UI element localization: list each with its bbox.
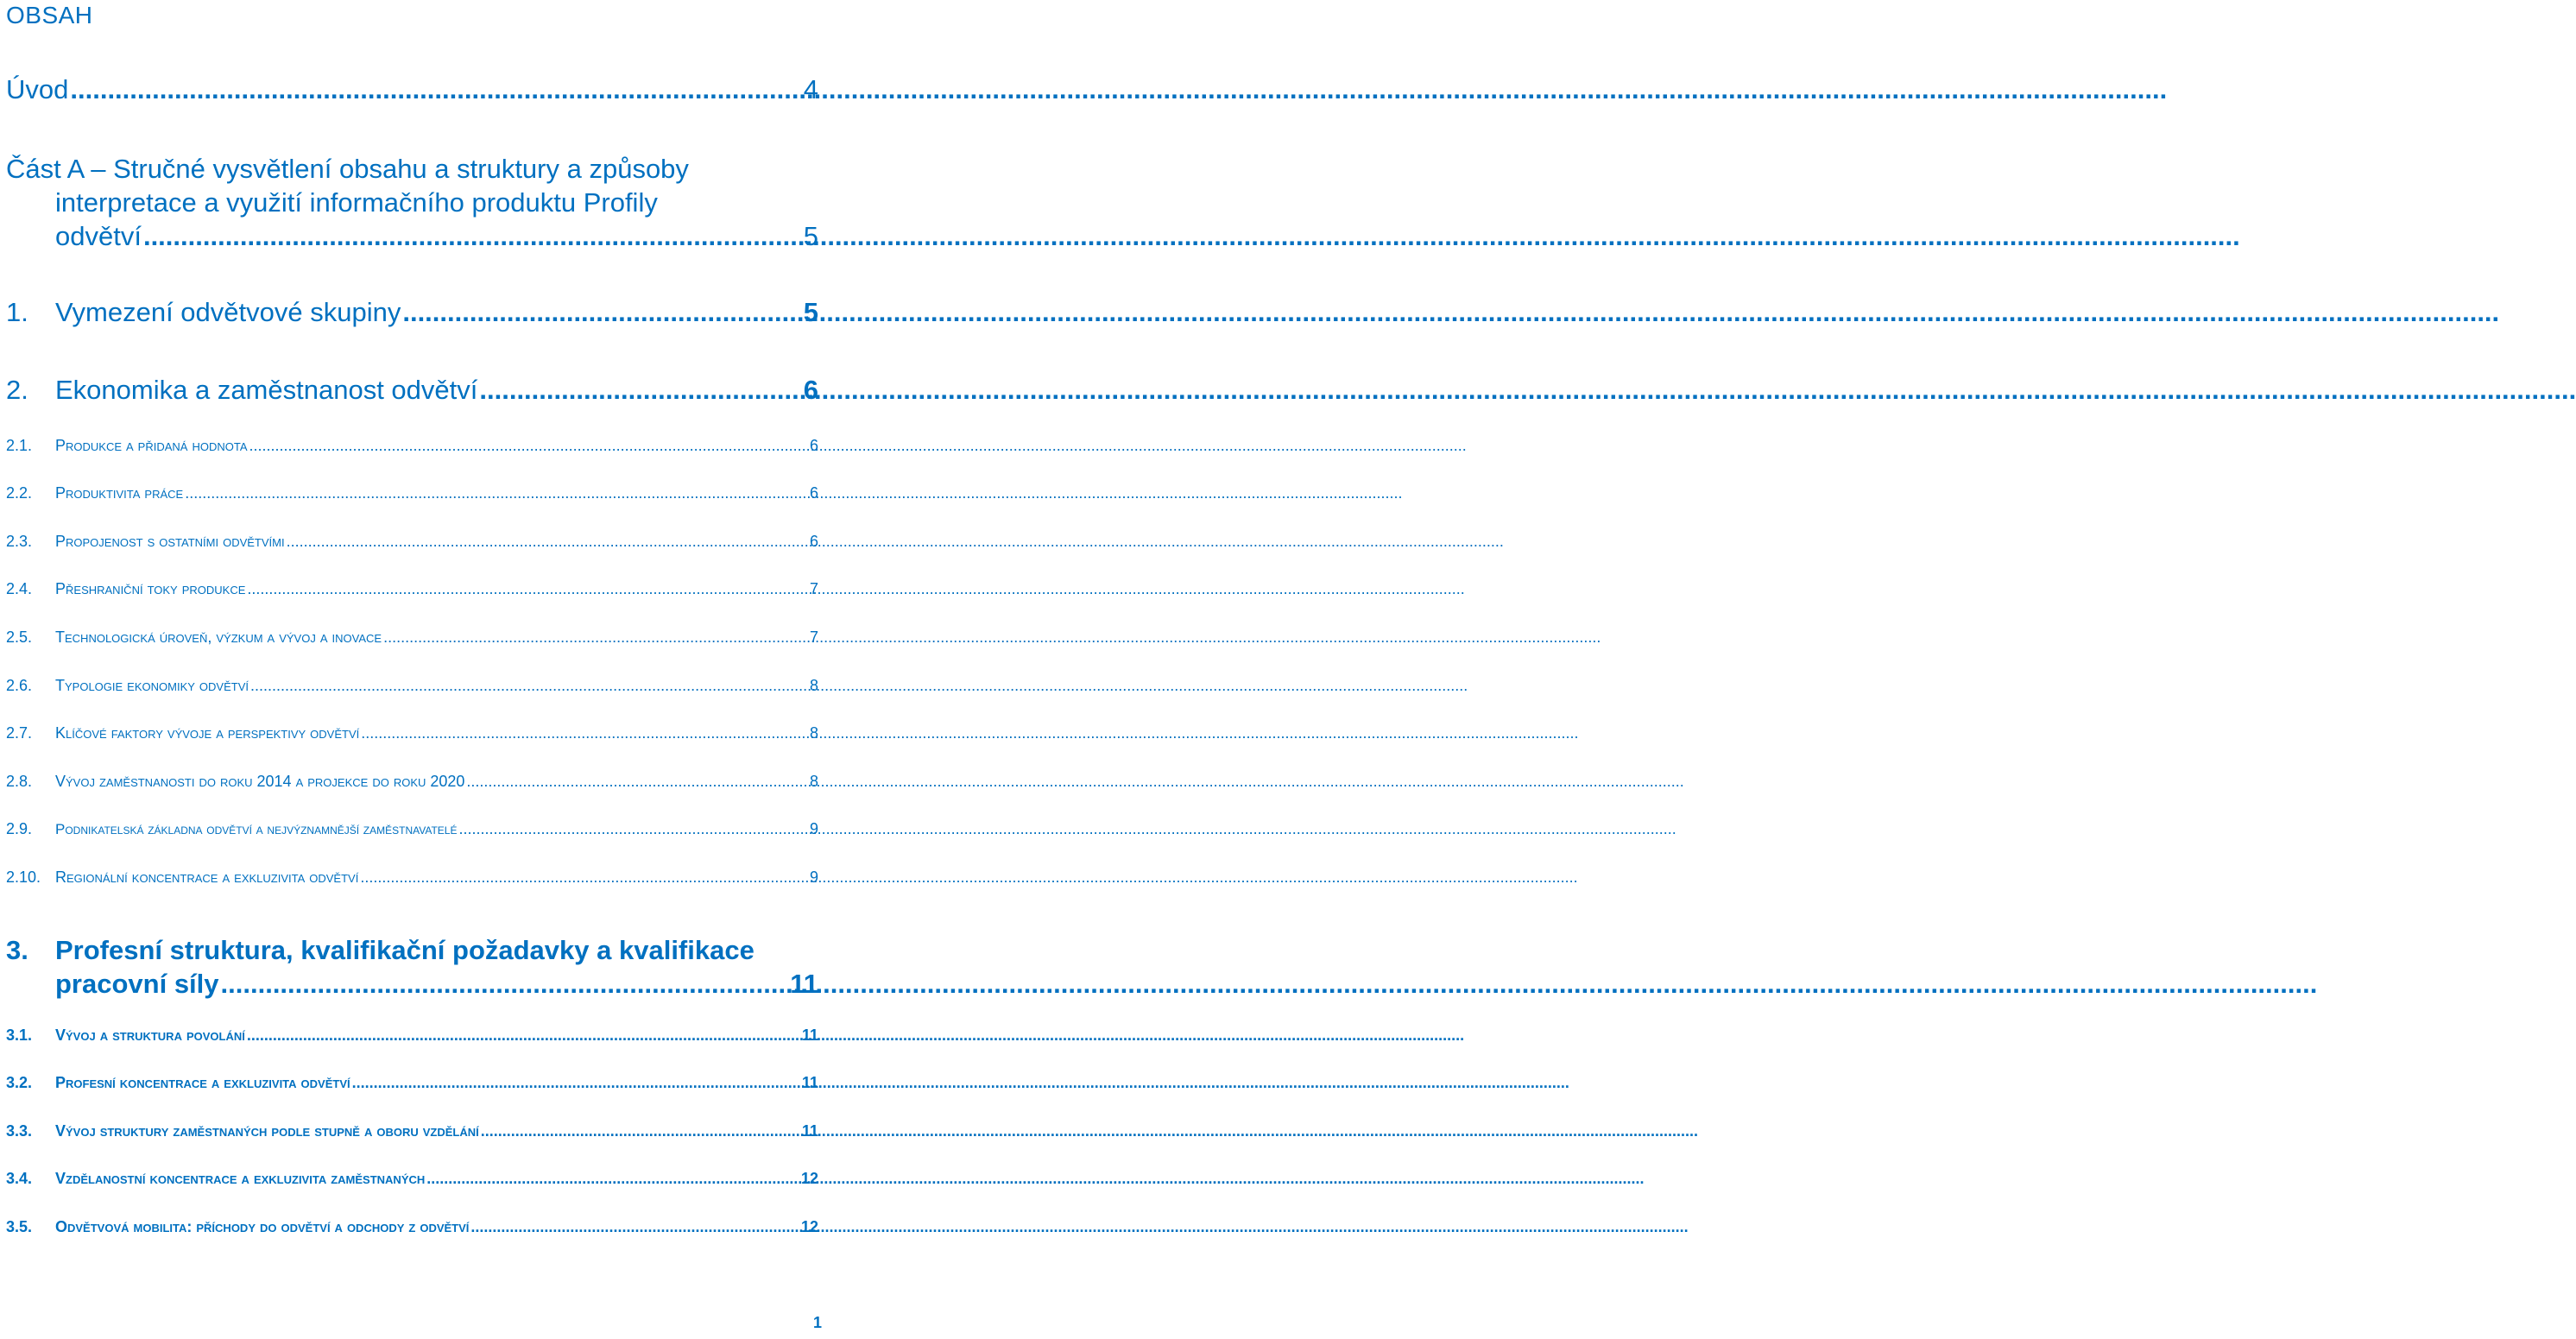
toc-entry-part-a[interactable] xyxy=(6,152,818,253)
dot-leader xyxy=(426,1170,799,1188)
dot-leader xyxy=(70,74,801,105)
toc-page-number: 12 xyxy=(800,1170,818,1187)
dot-leader xyxy=(221,967,789,1001)
toc-entry-text-line1: Profesní struktura, kvalifikační požadavky a kvalifikace xyxy=(55,935,754,965)
dot-leader xyxy=(466,773,808,791)
toc-entry-text: Produkce a přidaná hodnota xyxy=(55,437,248,454)
toc-entry-number: 2.7. xyxy=(6,724,33,742)
toc-subentry[interactable] xyxy=(6,484,818,502)
toc-entry-text: Regionální koncentrace a exkluzivita odvětví xyxy=(55,868,359,886)
toc-entry-text: Ekonomika a zaměstnanost odvětví xyxy=(55,375,478,405)
toc-entry-text: Vzdělanostní koncentrace a exkluzivita zaměstnaných xyxy=(55,1170,426,1187)
toc-entry-text-line2: pracovní síly xyxy=(55,969,219,999)
toc-subentry[interactable] xyxy=(6,628,818,647)
toc-entry-text: Technologická úroveň, výzkum a vývoj a inovace xyxy=(55,628,382,646)
toc-page-number: 8 xyxy=(809,677,818,694)
toc-entry-text-line2: interpretace a využití informačního produktu Profily xyxy=(55,187,658,218)
toc-entry-number: 2. xyxy=(6,375,28,405)
toc-entry-text: Odvětvová mobilita: příchody do odvětví a odchody z odvětví xyxy=(55,1218,470,1235)
dot-leader xyxy=(360,868,808,887)
toc-entry-number: 2.6. xyxy=(6,677,33,694)
dot-leader xyxy=(481,1122,800,1140)
toc-subentry[interactable] xyxy=(6,1218,818,1236)
dot-leader xyxy=(402,297,801,328)
toc-entry-section-1[interactable] xyxy=(6,297,818,328)
toc-subentry[interactable] xyxy=(6,533,818,551)
toc-entry-number: 2.2. xyxy=(6,484,33,502)
toc-entry-number: 2.10. xyxy=(6,868,41,886)
toc-entry-text-line3: odvětví xyxy=(55,221,142,251)
toc-page-number: 8 xyxy=(809,773,818,790)
toc-entry-section-2[interactable] xyxy=(6,375,818,406)
toc-page-number: 11 xyxy=(801,1122,818,1140)
toc-entry-number: 3. xyxy=(6,935,28,965)
toc-entry-text: Klíčové faktory vývoje a perspektivy odvětví xyxy=(55,724,360,742)
dot-leader xyxy=(247,1026,800,1045)
toc-entry-section-3[interactable] xyxy=(6,933,818,1001)
footer-page-number: 1 xyxy=(812,1314,822,1331)
toc-entry-number: 2.8. xyxy=(6,773,33,790)
toc-entry-text: Podnikatelská základna odvětví a nejvýznamnější zaměstnavatelé xyxy=(55,821,458,837)
toc-page-number: 5 xyxy=(803,221,818,251)
toc-subentry[interactable] xyxy=(6,1170,818,1188)
toc-page-number: 6 xyxy=(803,375,818,405)
toc-entry-text: Produktivita práce xyxy=(55,484,184,502)
toc-page-number: 9 xyxy=(809,868,818,886)
toc-page-number: 5 xyxy=(803,297,818,327)
toc-page-number: 7 xyxy=(809,628,818,646)
toc-subentry[interactable] xyxy=(6,724,818,742)
toc-page-number: 9 xyxy=(809,820,818,837)
dot-leader xyxy=(352,1074,800,1092)
dot-leader xyxy=(185,484,808,502)
toc-subentry[interactable] xyxy=(6,1026,818,1045)
toc-entry-text: Profesní koncentrace a exkluzivita odvětví xyxy=(55,1074,350,1091)
toc-entry-number: 3.4. xyxy=(6,1170,33,1187)
toc-heading: OBSAH xyxy=(6,2,93,28)
dot-leader xyxy=(247,580,808,598)
toc-entry-text: Vymezení odvětvové skupiny xyxy=(55,297,401,327)
dot-leader xyxy=(143,219,802,253)
dot-leader xyxy=(479,375,801,406)
toc-entry-number: 2.3. xyxy=(6,533,33,550)
toc-entry-number: 3.2. xyxy=(6,1074,33,1091)
dot-leader xyxy=(250,677,808,695)
toc-entry-number: 3.3. xyxy=(6,1122,33,1140)
toc-entry-number: 2.1. xyxy=(6,437,33,454)
dot-leader xyxy=(470,1218,799,1236)
toc-page-number: 6 xyxy=(809,484,818,502)
toc-subentry[interactable] xyxy=(6,773,818,791)
toc-subentry[interactable] xyxy=(6,437,818,455)
dot-leader xyxy=(249,437,808,455)
toc-entry-number: 3.5. xyxy=(6,1218,33,1235)
dot-leader xyxy=(383,628,808,647)
toc-entry-text: Úvod xyxy=(6,74,69,104)
toc-subentry[interactable] xyxy=(6,580,818,598)
toc-page-number: 6 xyxy=(809,533,818,550)
toc-entry-text: Vývoj struktury zaměstnaných podle stupně a oboru vzdělání xyxy=(55,1122,479,1140)
toc-subentry[interactable] xyxy=(6,820,818,838)
toc-entry-number: 1. xyxy=(6,297,28,327)
toc-page-number: 8 xyxy=(809,724,818,742)
toc-entry-intro[interactable] xyxy=(6,74,818,105)
toc-entry-text: Vývoj a struktura povolání xyxy=(55,1026,245,1044)
toc-page-number: 4 xyxy=(803,74,818,104)
toc-page-number: 11 xyxy=(790,969,818,999)
toc-page-number: 11 xyxy=(801,1026,818,1044)
toc-page-number: 7 xyxy=(809,580,818,597)
dot-leader xyxy=(287,533,808,551)
toc-subentry[interactable] xyxy=(6,1074,818,1092)
toc-entry-number: 2.9. xyxy=(6,820,33,837)
toc-entry-text-line1: Část A – Stručné vysvětlení obsahu a struktury a způsoby xyxy=(6,154,689,184)
toc-entry-text: Vývoj zaměstnanosti do roku 2014 a projekce do roku 2020 xyxy=(55,773,465,790)
toc-entry-text: Přeshraniční toky produkce xyxy=(55,580,246,597)
toc-entry-number: 2.4. xyxy=(6,580,33,597)
toc-subentry[interactable] xyxy=(6,1122,818,1140)
toc-entry-number: 3.1. xyxy=(6,1026,33,1044)
toc-entry-text: Typologie ekonomiky odvětví xyxy=(55,677,249,694)
toc-subentry[interactable] xyxy=(6,868,818,887)
dot-leader xyxy=(459,820,808,838)
toc-entry-text: Propojenost s ostatními odvětvími xyxy=(55,533,285,550)
dot-leader xyxy=(361,724,808,742)
toc-page-number: 6 xyxy=(809,437,818,454)
toc-page-number: 12 xyxy=(800,1218,818,1235)
toc-subentry[interactable] xyxy=(6,677,818,695)
toc-entry-number: 2.5. xyxy=(6,628,33,646)
toc-page-number: 11 xyxy=(801,1074,818,1091)
